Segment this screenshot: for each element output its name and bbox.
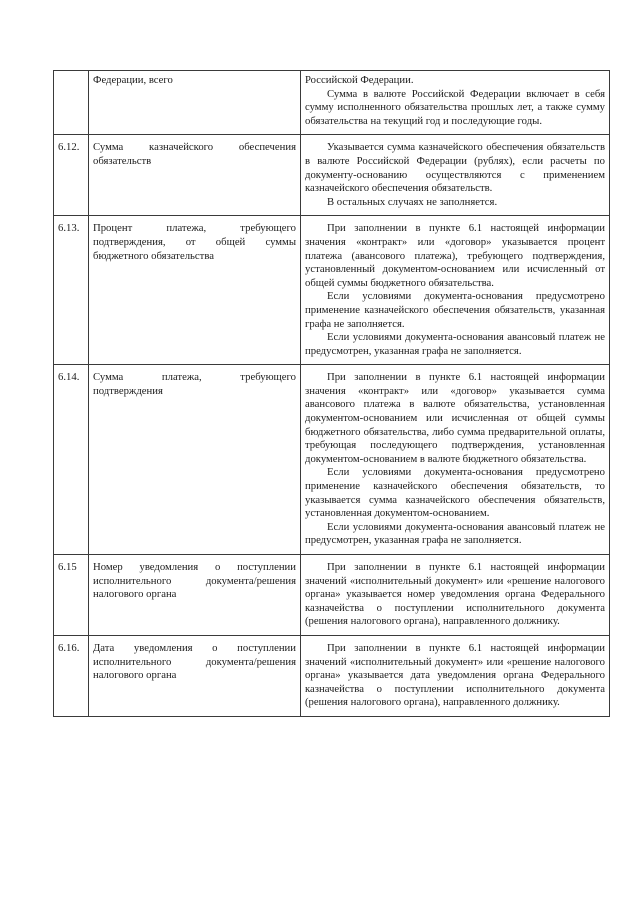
description-paragraph: Указывается сумма казначейского обеспечения обязательств в валюте Российской Федерации (рублях), если расчеты по документу-основанию осуществляются с применением казначейского обеспечения обязательств.: [305, 141, 605, 195]
description-paragraph: Сумма в валюте Российской Федерации включает в себя сумму исполненного обязательства прошлых лет, а также сумму обязательства на текущий год и последующие годы.: [305, 87, 605, 127]
table-row: [54, 135, 610, 216]
row-number: 6.12.: [54, 135, 89, 216]
field-name: Номер уведомления о поступлении исполнительного документа/решения налогового органа: [89, 555, 301, 636]
description-paragraph: При заполнении в пункте 6.1 настоящей информации значения «контракт» или «договор» указывается сумма авансового платежа в валюте обязательства, установленная документом-основанием или исчисленная от общей суммы бюджетного обязательства, либо сумма предварительной оплаты, требующая последующего подтверждения, установленная документом-основанием в валюте бюджетного обязательства.: [305, 371, 605, 465]
description-paragraph: При заполнении в пункте 6.1 настоящей информации значений «исполнительный документ» или «решение налогового органа» указывается дата уведомления органа Федерального казначейства о поступлении исполнительного документа (решения налогового органа), направленного должнику.: [305, 641, 605, 709]
field-name: Федерации, всего: [89, 71, 301, 135]
description-paragraph: При заполнении в пункте 6.1 настоящей информации значений «исполнительный документ» или «решение налогового органа» указывается номер уведомления органа Федерального казначейства о поступлении исполнительного документа (решения налогового органа), направленного должнику.: [305, 561, 605, 628]
field-description: [301, 71, 610, 135]
description-paragraph: В остальных случаях не заполняется.: [327, 195, 498, 208]
document-page: [53, 70, 609, 717]
field-description: [301, 365, 610, 555]
field-description: [301, 135, 610, 216]
description-paragraph: Если условиями документа-основания авансовый платеж не предусмотрен, указанная графа не заполняется.: [305, 520, 605, 547]
description-paragraph: Если условиями документа-основания авансовый платеж не предусмотрен, указанная графа не заполняется.: [305, 331, 605, 357]
field-description: [301, 216, 610, 365]
rules-table: [53, 70, 610, 717]
table-row: [54, 216, 610, 365]
row-number: [54, 71, 89, 135]
field-description: [301, 555, 610, 636]
description-paragraph: При заполнении в пункте 6.1 настоящей информации значения «контракт» или «договор» указывается процент платежа (авансового платежа), требующего подтверждения, установленный документом-основанием или исчисленный от общей суммы бюджетного обязательства.: [305, 222, 605, 289]
table-row: [54, 365, 610, 555]
row-number: 6.13.: [54, 216, 89, 365]
field-name: Сумма казначейского обеспечения обязательств: [89, 135, 301, 216]
field-name: Дата уведомления о поступлении исполнительного документа/решения налогового органа: [89, 635, 301, 716]
table-row: [54, 71, 610, 135]
description-paragraph: Если условиями документа-основания предусмотрено применение казначейского обеспечения обязательств, указанная графа не заполняется.: [305, 290, 605, 330]
row-number: 6.16.: [54, 635, 89, 716]
field-description: [301, 635, 610, 716]
table-row: [54, 555, 610, 636]
row-number: 6.14.: [54, 365, 89, 555]
row-number: 6.15: [54, 555, 89, 636]
field-name: Процент платежа, требующего подтверждения, от общей суммы бюджетного обязательства: [89, 216, 301, 365]
table-row: [54, 635, 610, 716]
description-paragraph: Российской Федерации.: [305, 74, 414, 86]
description-paragraph: Если условиями документа-основания предусмотрено применение казначейского обеспечения обязательств, то указывается сумма казначейского обеспечения обязательств, установленная документом-основанием.: [305, 466, 605, 520]
field-name: Сумма платежа, требующего подтверждения: [89, 365, 301, 555]
